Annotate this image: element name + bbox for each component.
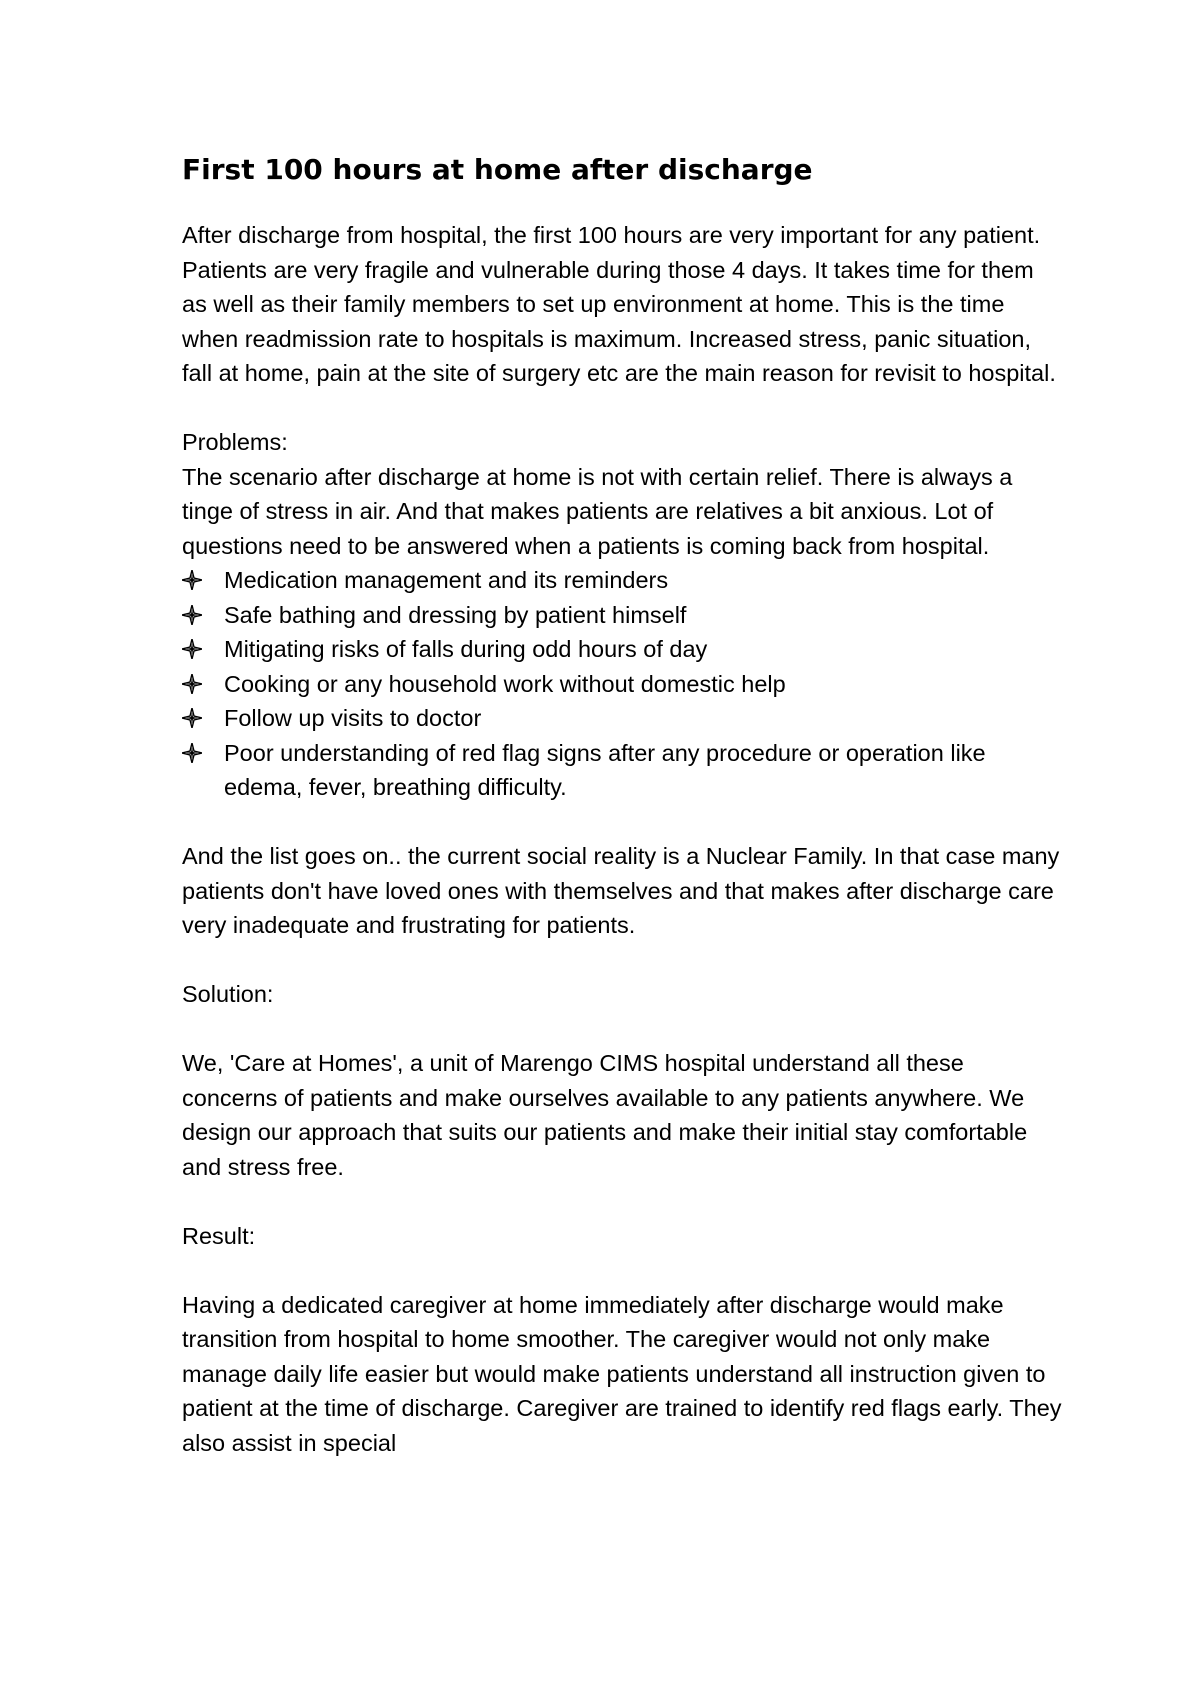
spacer	[182, 943, 1062, 978]
spacer	[182, 1012, 1062, 1047]
star-bullet-icon	[182, 743, 202, 763]
list-item	[182, 632, 1062, 667]
solution-paragraph: We, 'Care at Homes', a unit of Marengo CIMS hospital understand all these concerns of patients and make ourselves available to any patients anywhere. We design our approach that suits our patients and make their initial stay comfortable and stress free.	[182, 1050, 1028, 1180]
spacer	[182, 391, 1062, 426]
spacer	[182, 1184, 1062, 1219]
list-item-text: Medication management and its reminders	[224, 567, 669, 593]
document-page	[182, 148, 1062, 1460]
result-heading: Result:	[182, 1222, 256, 1249]
list-item-text: Safe bathing and dressing by patient himself	[224, 601, 687, 628]
spacer	[182, 1253, 1062, 1288]
star-bullet-icon	[182, 674, 202, 694]
solution-heading: Solution:	[182, 981, 274, 1007]
list-item-text: Mitigating risks of falls during odd hours of day	[224, 636, 708, 662]
list-item	[182, 736, 1062, 805]
document-title: First 100 hours at home after discharge	[182, 153, 813, 186]
star-bullet-icon	[182, 570, 202, 590]
list-item	[182, 563, 1062, 598]
spacer	[182, 805, 1062, 840]
star-bullet-icon	[182, 708, 202, 728]
list-item-text: Follow up visits to doctor	[224, 705, 482, 731]
list-item	[182, 598, 1062, 633]
result-paragraph: Having a dedicated caregiver at home immediately after discharge would make transition from hospital to home smoother. The caregiver would not only make manage daily life easier but would make patients understand all instruction given to patient at the time of discharge. Caregiver are trained to identify red flags early. They also assist in special	[182, 1291, 1062, 1456]
list-item-text: Poor understanding of red flag signs after any procedure or operation like edema, fever, breathing difficulty.	[224, 739, 986, 800]
problems-list	[182, 563, 1062, 805]
problems-heading: Problems:	[182, 429, 288, 455]
list-item	[182, 701, 1062, 736]
star-bullet-icon	[182, 639, 202, 659]
intro-paragraph: After discharge from hospital, the first 100 hours are very important for any patient. Patients are very fragile and vulnerable during those 4 days. It takes time for them as well as their family members to set up environment at home. This is the time when readmission rate to hospitals is maximum. Increased stress, panic situation, fall at home, pain at the site of surgery etc are the main reason for revisit to hospital.	[182, 222, 1056, 386]
problems-paragraph: The scenario after discharge at home is not with certain relief. There is always a tinge of stress in air. And that makes patients are relatives a bit anxious. Lot of questions need to be answered when a patients is coming back from hospital.	[182, 463, 1013, 559]
list-goes-on-paragraph: And the list goes on.. the current social reality is a Nuclear Family. In that case many patients don't have loved ones with themselves and that makes after discharge care very inadequate and frustrating for patients.	[182, 843, 1060, 938]
list-item	[182, 667, 1062, 702]
star-bullet-icon	[182, 605, 202, 625]
list-item-text: Cooking or any household work without domestic help	[224, 670, 786, 697]
